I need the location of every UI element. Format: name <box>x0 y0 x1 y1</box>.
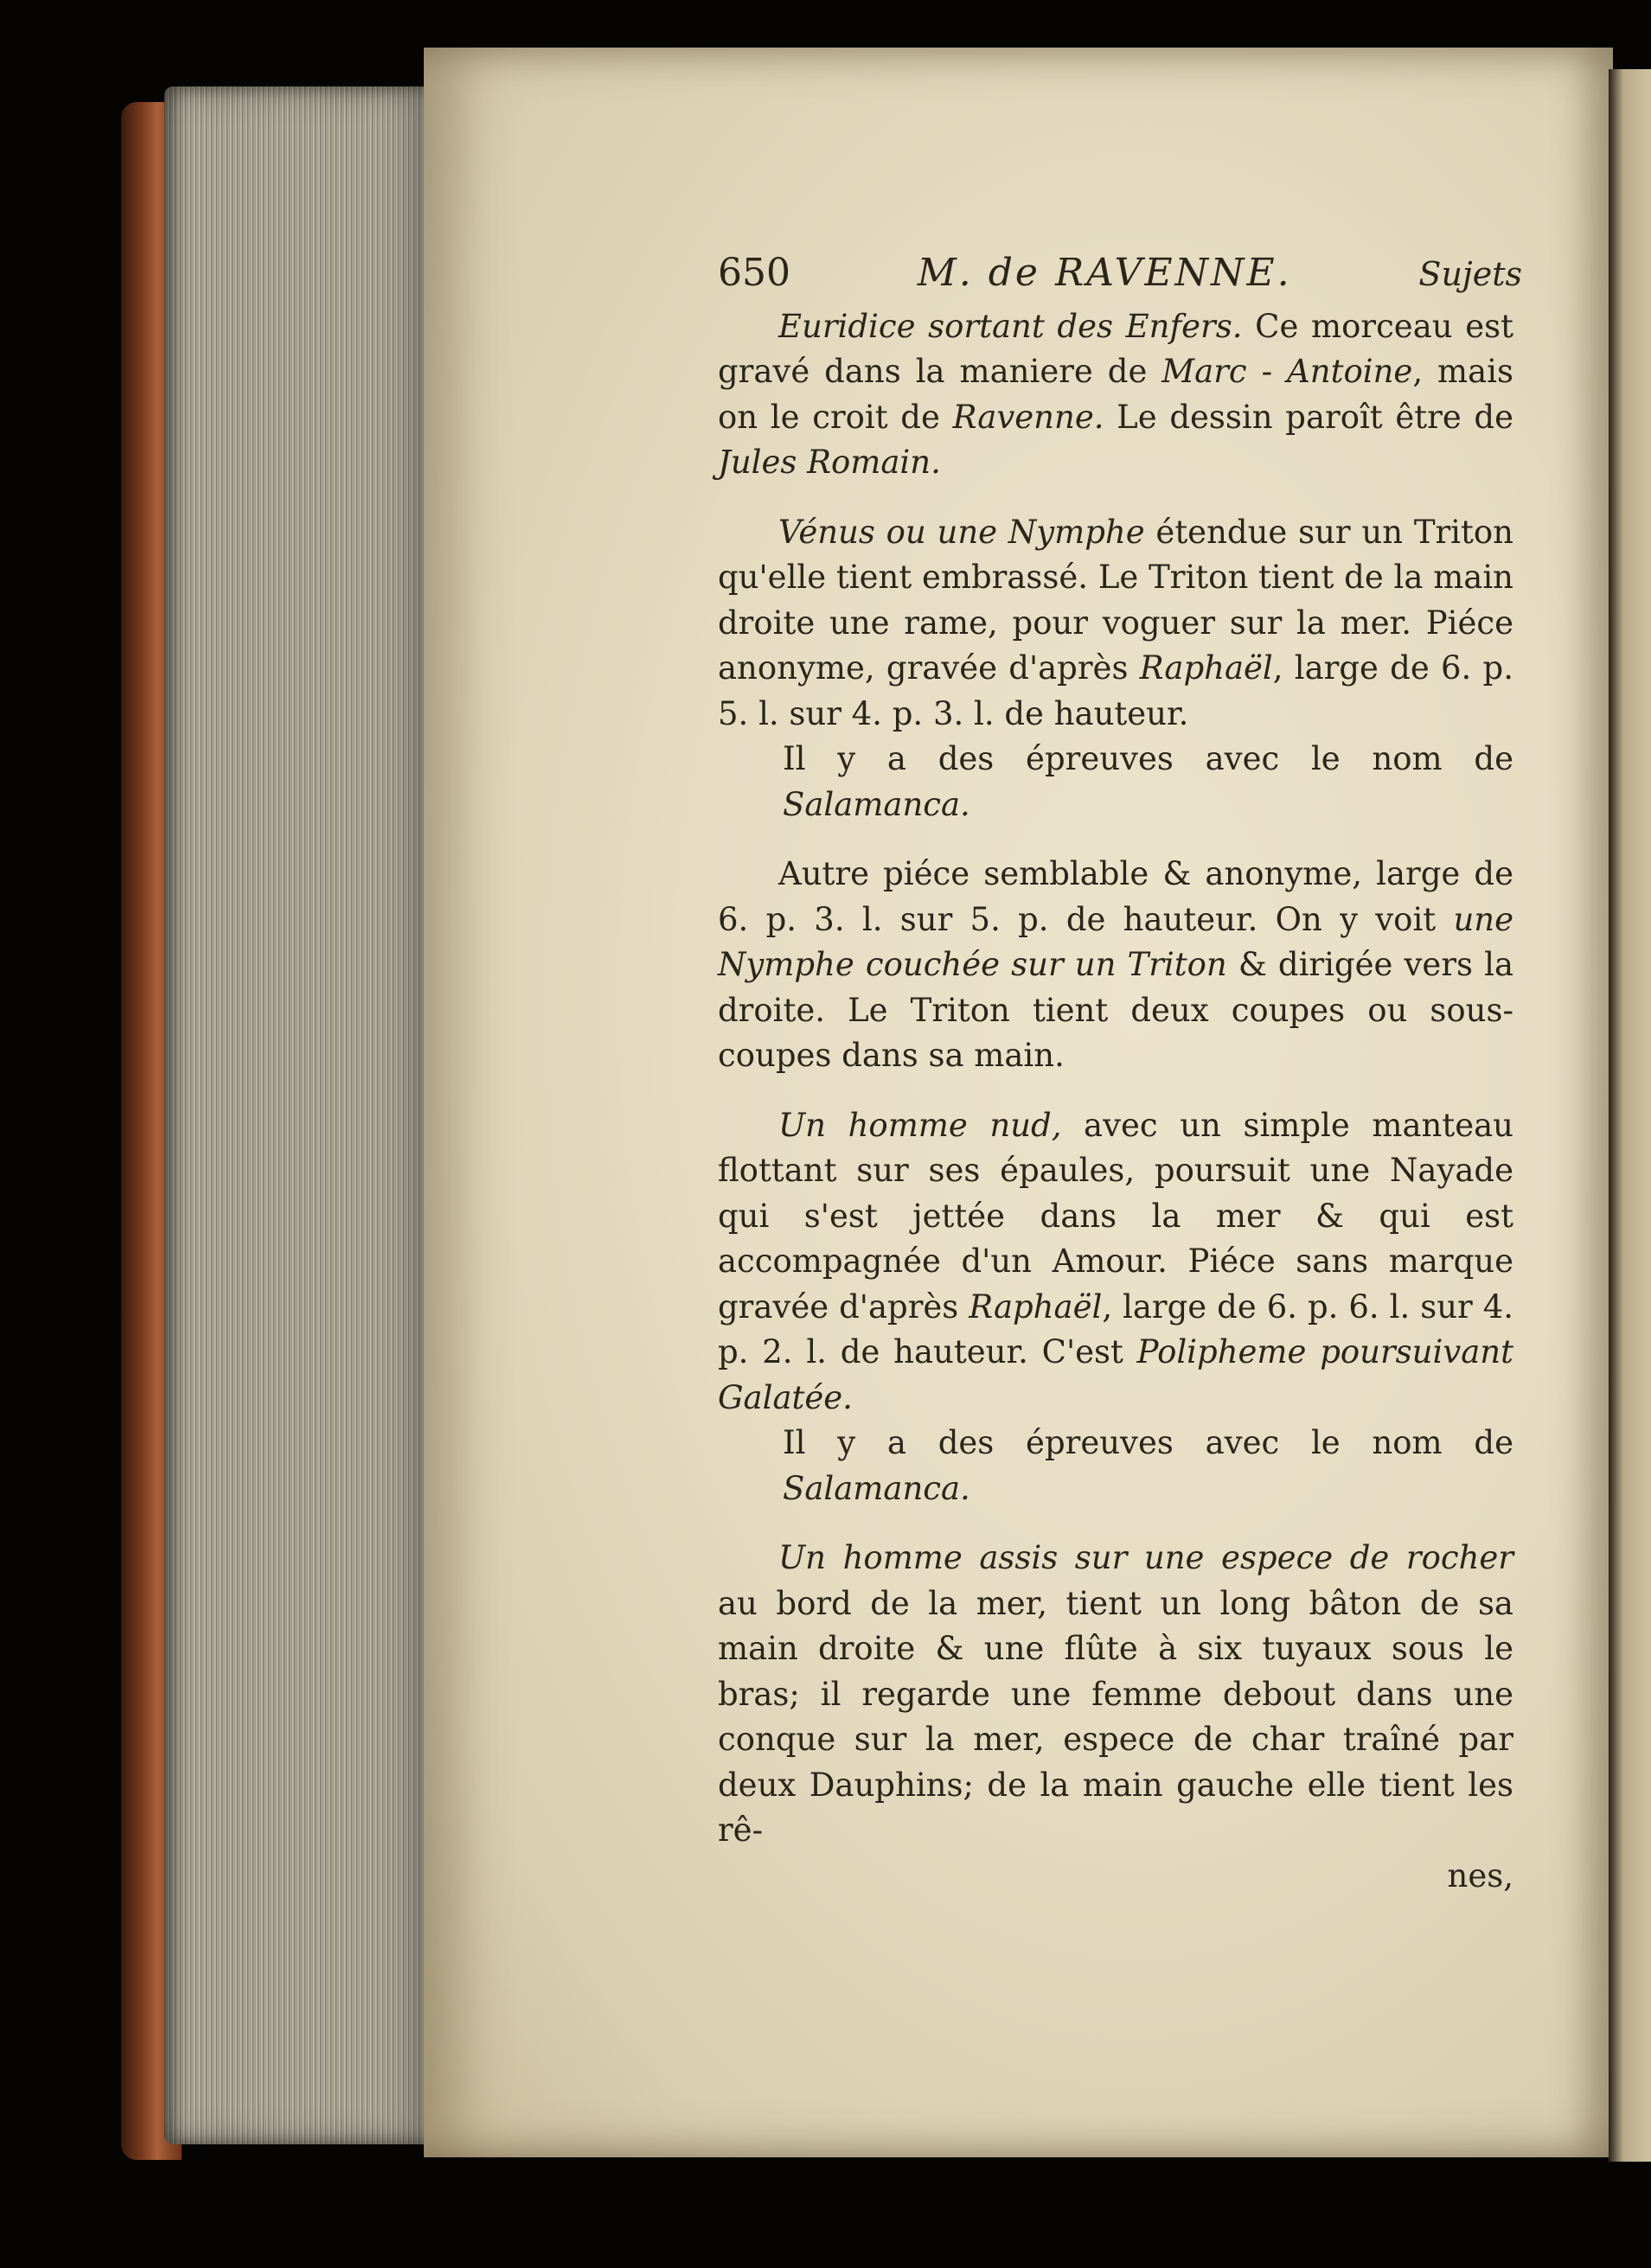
italic-name: Marc - Antoine <box>1161 353 1413 390</box>
page-block-edges <box>164 86 441 2144</box>
italic-name: Raphaël <box>969 1287 1103 1326</box>
text-run: , mais on le croit de <box>718 353 1513 436</box>
italic-name: Salamanca. <box>783 785 970 823</box>
paragraph-homme-nud <box>718 1103 1513 1421</box>
paragraph-homme-assis <box>718 1536 1513 1854</box>
text-run: Il y a des épreuves avec le nom de <box>783 740 1513 777</box>
page-header <box>718 251 1522 297</box>
text-run: Il y a des épreuves avec le nom de <box>783 1424 1513 1461</box>
text-run: , large de 6. p. 5. l. sur 4. p. 3. l. de hauteur. <box>718 649 1513 732</box>
text-run: , large de 6. p. 6. l. sur 4. p. 2. l. de hauteur. C'est <box>718 1287 1513 1370</box>
text-run: étendue sur un Triton qu'elle tient embrassé. Le Triton tient de la main droite une rame, pour voguer sur la mer. Piéce anonyme, gravée d'après <box>718 513 1513 687</box>
text-run: Le dessin paroît être de <box>1104 398 1513 436</box>
italic-title: Polipheme poursuivant Galatée. <box>718 1333 1513 1416</box>
catchword: nes, <box>1447 1856 1513 1894</box>
page-number: 650 <box>718 251 790 295</box>
italic-name: Salamanca. <box>783 1469 970 1507</box>
text-run: avec un simple manteau flottant sur ses épaules, poursuit une Nayade qui s'est jettée dans la mer & qui est accompagnée d'un Amour. Piéce sans marque gravée d'après <box>718 1106 1514 1326</box>
facing-page-edge <box>1609 69 1651 2162</box>
page-text <box>718 251 1522 1899</box>
note-salamanca-1 <box>783 737 1513 827</box>
italic-name: Jules Romain. <box>718 444 941 481</box>
paragraph-autre-piece <box>718 852 1513 1079</box>
italic-title: une Nymphe couchée sur un Triton <box>718 900 1513 983</box>
text-run: & dirigée vers la droite. Le Triton tient deux coupes ou sous-coupes dans sa main. <box>718 946 1513 1074</box>
catch-heading: Sujets <box>1418 255 1522 293</box>
italic-name: Ravenne. <box>952 398 1104 436</box>
italic-title: Vénus ou une Nymphe <box>778 513 1145 551</box>
text-run: au bord de la mer, tient un long bâton de sa main droite & une flûte à six tuyaux sous le bras; il regarde une femme debout dans une conque sur la mer, espece de char traîné par deux Dauphins; de la main gauche elle tient les rê- <box>718 1584 1513 1849</box>
text-run: Autre piéce semblable & anonyme, large de 6. p. 3. l. sur 5. p. de hauteur. On y voit <box>718 855 1513 938</box>
italic-title: Un homme assis sur une espece de rocher <box>778 1539 1513 1576</box>
note-salamanca-2 <box>783 1421 1513 1511</box>
text-run: Ce morceau est gravé dans la maniere de <box>718 307 1513 390</box>
italic-name: Raphaël <box>1139 649 1273 687</box>
italic-title: Un homme nud, <box>778 1106 1062 1144</box>
italic-title: Euridice sortant des Enfers. <box>778 307 1243 345</box>
running-title: M. de RAVENNE. <box>917 251 1292 295</box>
paragraph-euridice <box>718 304 1513 486</box>
paragraph-venus <box>718 510 1513 738</box>
